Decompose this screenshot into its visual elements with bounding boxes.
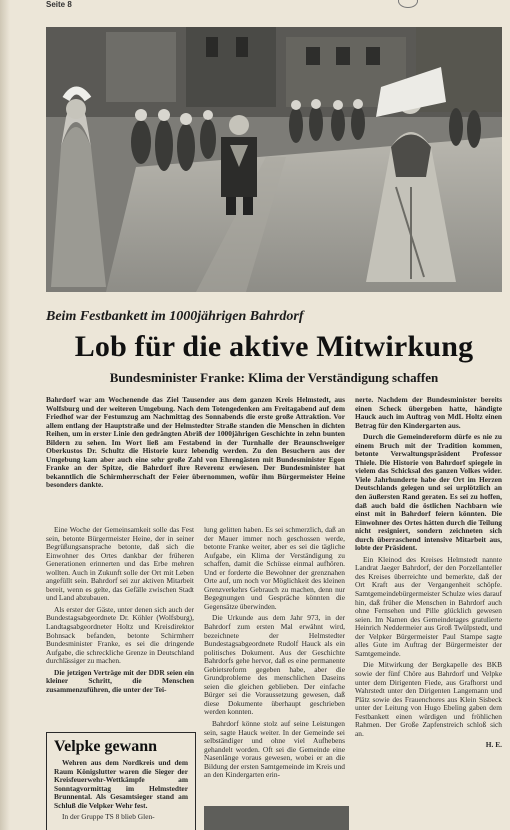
article-kicker: Beim Festbankett im 1000jährigen Bahrdorf: [46, 309, 304, 324]
paragraph: Als erster der Gäste, unter denen sich auch der Bundestagsabgeordnete Dr. Köhler (Wolfsburg), Landtagsabgeordneter Holtz und Kreisdirektor Bohnsack befanden, betonte Schirmherr Bundesminister Franke, es sei die dringende Aufgabe, die schreckliche Grenze in Deutschland durchlässiger zu machen.: [46, 604, 194, 666]
sidebar-lead: Wehren aus dem Nordkreis und dem Raum Königslutter waren die Sieger der Kreisfeuerwehr-Wettkämpfe am Sonntagvormittag im Helmstedter Brunnental. Als Gesamtsieger stand am Schluß die Velpker Wehr fest.: [54, 758, 188, 810]
lead-paragraph: Bahrdorf war am Wochenende das Ziel Tausender aus dem ganzen Kreis Helmstedt, aus Wolfsburg und der weiteren Umgebung. Nach dem Totengedenken am Freitagabend auf dem Friedhof war der Festumzug am Nachmittag des Sonnabends die erste große Attraktion. Vor allem entlang der Hauptstraße und der Helmstedter Straße standen die Menschen in dichten Reihen, um in erster Linie den gedrängten Abriß der 1000jährigen Geschichte in zehn bunten Bildern zu sehen. Im Wort ließ am Festabend in der Turnhalle der Braunschweiger Oberkustos Dr. Schultz die Historie kurz lebendig werden. Zu den Besuchern aus der Umgebung kam aber auch eine sehr große Zahl von Ehrengästen mit Bundesminister Egon Franke an der Spitze, die Bahrdorf ihre Reverenz erwiesen. Der Bundesminister hat bekanntlich die Schirmherrschaft der Feier übernommen, wofür ihm Bürgermeister Heine besonders dankte.: [46, 395, 345, 490]
paragraph: Durch die Gemeindereform dürfe es nie zu einem Bruch mit der Tradition kommen, betonte Verwaltungspräsident Professor Thiele. Die Historie von Bahrdorf spiegele in vielem das Schicksal des ganzen Volkes wider. Viele Jahrhunderte habe der Ort im Herzen Deutschlands gelegen und sei urplötzlich an den äußersten Rand geraten. Es sei zu hoffen, daß auch bald die östlichen Nachbarn wie einst mit in Bahrdorf feiern könnten. Die Einwohner des Ortes hätten durch die Teilung nicht resigniert, sondern zeichneten sich durch überraschend intensive Mitarbeit aus, lobte der Präsident.: [355, 432, 502, 553]
sidebar-headline: Velpke gewann: [54, 738, 157, 755]
article-lead: [46, 396, 345, 493]
festival-photo: [46, 27, 502, 292]
paragraph: Die jetzigen Verträge mit der DDR seien ein kleiner Schritt, die Menschen zusammenzuführen, die unter der Tei-: [46, 667, 194, 694]
paragraph: Die Urkunde aus dem Jahr 973, in der Bahrdorf zum ersten Mal erwähnt wird, bezeichnete der Helmstedter Bundestagsabgeordnete Rudolf Hauck als ein politisches Dokument. Aus der Geschichte Bahrdorfs gehe hervor, daß es eine permanente Gebietsreform gegeben habe, aber die Grundprobleme des menschlichen Daseins seien die gleichen geblieben. Der einfache Bürger sei die Voraussetzung gewesen, daß diese Dokumente überhaupt geschrieben werden konnten.: [204, 613, 345, 717]
paragraph: lung gelitten haben. Es sei schmerzlich, daß an der Mauer immer noch geschossen werde, betonte Franke weiter, aber es sei die tägliche Aufgabe, ein Klima der Verständigung zu schaffen, damit die Schüsse einmal aufhören. Und er forderte die Bewohner der grenznahen Orte auf, um noch vor Möglichkeit des kleinen Grenzverkehrs Gebrauch zu machen, denn nur Begegnungen und Gespräche könnten die Gegensätze überwinden.: [204, 525, 345, 611]
article-column-3: [355, 396, 502, 750]
sidebar-body: [54, 759, 188, 822]
page-fold-shadow: [0, 0, 10, 830]
article-column-2: [204, 526, 345, 783]
sidebar-article: [46, 732, 196, 830]
sidebar-paragraph: In der Gruppe TS 8 blieb Glen-: [62, 812, 155, 822]
paragraph: Ein Kleinod des Kreises Helmstedt nannte Landrat Jaeger Bahrdorf, der den Porzellanteller des Kreises überreichte und bemerkte, daß der Ort Kraft aus der Vergangenheit schöpfe. Samtgemeindebürgermeister Schulze wies darauf hin, daß früher die Menschen in Bahrdorf auch ohne Fernsehen und Pille glücklich gewesen seien. Im Namen des Gemeindetages gratulierte Heinrich Neddermeier aus Groß Twülpstedt, und der Velpker Bürgermeister Paul Stampe sagte alles Gute im Auftrag der Bürgermeister der Samtgemeinde.: [355, 554, 502, 658]
page-number: Seite 8: [46, 0, 72, 9]
author-signature: H. E.: [485, 740, 502, 750]
paragraph: nerte. Nachdem der Bundesminister bereits einen Scheck übergeben hatte, händigte Hauck auch im Auftrag von MdL Holtz einen Betrag für den Kindergarten aus.: [355, 395, 502, 430]
paragraph: Die Mitwirkung der Bergkapelle des BKB sowie der fünf Chöre aus Bahrdorf und Velpke unter dem Dirigenten Fiede, aus Grafhorst und Wahrstedt unter den Dirigenten Langemann und Plätz sowie des Frauenchores aus Klein Sisbeck unter der Leitung von Hugo Ebeling gaben dem Festbankett einen würdigen und fröhlichen Rahmen. Der Große Zapfenstreich schloß sich an.: [355, 660, 502, 738]
paragraph: Bahrdorf könne stolz auf seine Leistungen sein, sagte Hauck weiter. In der Gemeinde sei selbständiger und ohne viel Aufhebens gehandelt worden. Oft sei die Gemeinde eine Nasenlänge voraus gewesen, wobei er an die Bildung der ersten Samtgemeinde im Kreis und an den Kindergarten erin-: [204, 719, 345, 780]
next-photo-fragment: [204, 806, 349, 830]
article-subhead: Bundesminister Franke: Klima der Verständigung schaffen: [109, 370, 439, 385]
paragraph: Eine Woche der Gemeinsamkeit solle das Fest sein, betonte Bürgermeister Heine, der in seiner Begrüßungsansprache betonte, daß sich die Einwohner des Ortes dankbar der früheren Generationen erinnerten und das Erbe mehren wollten. Auch in Zukunft solle der Ort mit Leben angefüllt sein. Bahrdorf sei zur aktiven Mitarbeit bereit, wenn es gelte, das Gefälle zwischen Stadt und Land abzubauen.: [46, 525, 194, 603]
masthead-emblem: [398, 0, 418, 8]
article-headline: Lob für die aktive Mitwirkung: [74, 330, 474, 363]
article-column-1: [46, 526, 194, 697]
